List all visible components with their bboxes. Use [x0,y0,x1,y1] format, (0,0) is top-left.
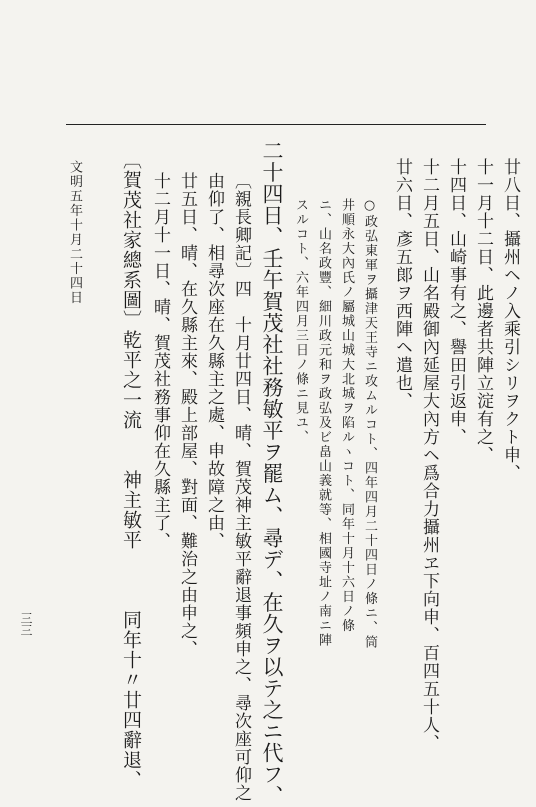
text-line-14: 十二月十一日、晴、賀茂社務事仰在久縣主了、 [150,172,170,550]
text-line-4: 十二月五日、山名殿御內延屋大內方ヘ爲合力攝州ヱ下向申、百四五十人、 [419,158,439,752]
text-line-9: スルコト、六年四月三日ノ條ニ見ユ、 [293,198,308,445]
text-line-11: 〔親長卿記〕四 十月廿四日、晴、賀茂神主敏平辭退事頻申之、尋次座可仰之 [231,172,251,802]
running-head: 文明五年十月二十四日 [67,160,82,305]
text-line-7: 井順永大內氏ノ屬城山城大北城ヲ陷ルヽコト、同年十月十六日ノ條 [339,198,354,633]
entry-heading: 二十四日、壬午賀茂社社務敏平ヲ罷ム、尋デ、在久ヲ以テ之ニ代フ、 [260,140,284,807]
source-title-line: 〔賀茂社家總系圖〕乾平之一流 神主敏平 同年十〃廿四辭退、 [120,150,142,790]
text-line-2: 十一月十二日、此邊者共陣立淀有之、 [473,158,493,464]
text-line-13: 廿五日、晴、在久縣主來、殿上部屋、對面、難治之由申之、 [177,172,197,658]
text-line-3: 十四日、山崎事有之、譽田引返申、 [446,158,466,446]
header-rule [66,124,486,125]
page-number: 三三 [19,612,33,636]
text-line-12: 由仰了、相尋次座在久縣主之處、申故障之由、 [204,172,224,550]
text-line-8: ニ、山名政豐、細川政元和ヲ政弘及ビ畠山義就等、相國寺址ノ南ニ陣 [316,198,331,648]
text-line-6: ○政弘東軍ヲ攝津天王寺ニ攻ムルコト、四年四月二十四日ノ條ニ、筒 [362,198,377,650]
text-line-5: 廿六日、彥五郞ヲ西陣ヘ遣也、 [392,158,412,410]
text-line-1: 廿八日、攝州ヘノ入乘引シリヲクト申、 [500,158,520,482]
